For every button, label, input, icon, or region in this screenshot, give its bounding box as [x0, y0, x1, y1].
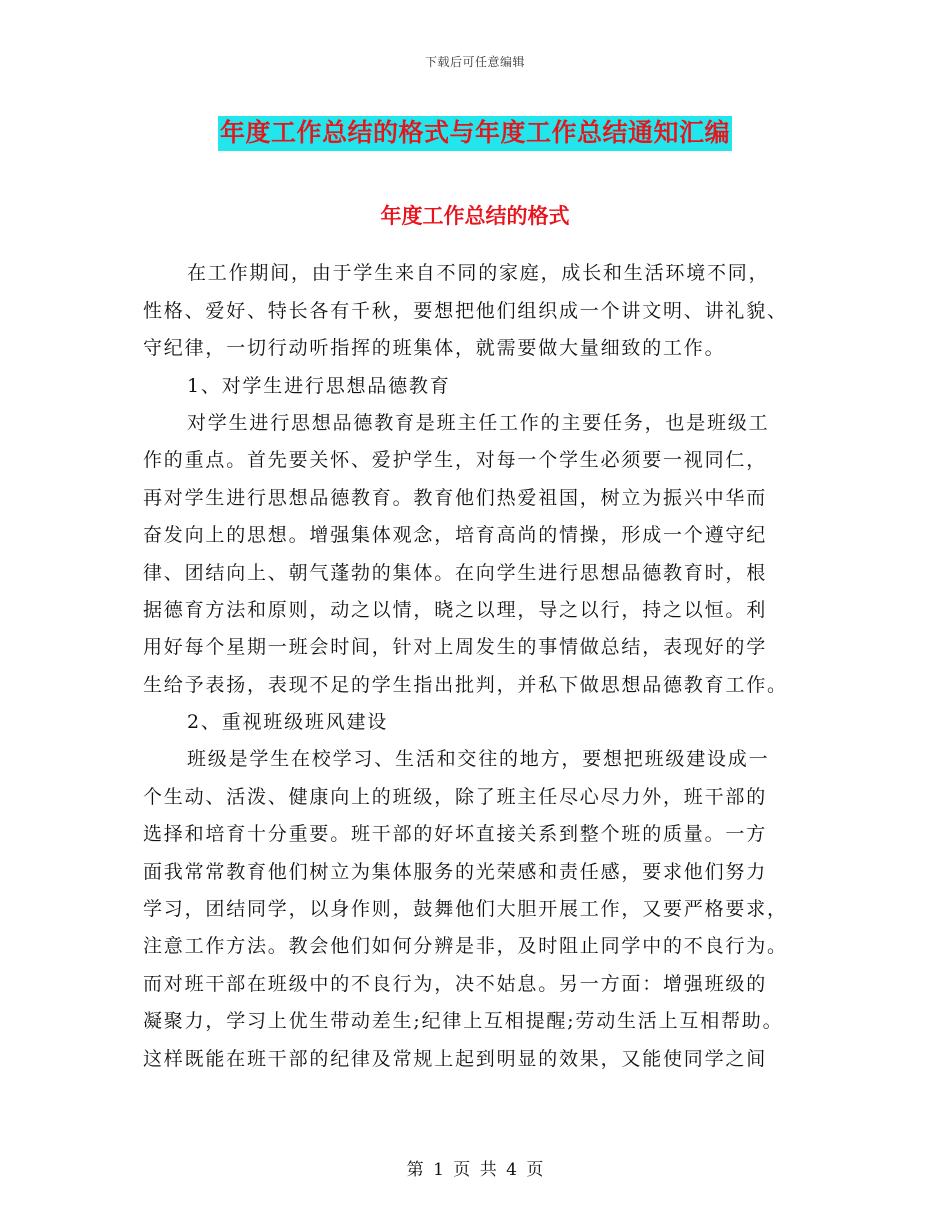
paragraph-line: 作的重点。首先要关怀、爱护学生，对每一个学生必须要一视同仁， — [143, 449, 768, 472]
paragraph-line: 奋发向上的思想。增强集体观念，培育高尚的情操，形成一个遵守纪 — [143, 524, 768, 547]
paragraph-line: 用好每个星期一班会时间，针对上周发生的事情做总结，表现好的学 — [143, 636, 768, 659]
paragraph-line: 对学生进行思想品德教育是班主任工作的主要任务，也是班级工 — [187, 411, 770, 434]
page-header-note: 下载后可任意编辑 — [424, 55, 525, 69]
paragraph-line: 律、团结向上、朝气蓬勃的集体。在向学生进行思想品德教育时，根 — [143, 561, 768, 584]
paragraph-line: 性格、爱好、特长各有千秋，要想把他们组织成一个讲文明、讲礼貌、 — [143, 299, 788, 322]
paragraph-line: 再对学生进行思想品德教育。教育他们热爱祖国，树立为振兴中华而 — [143, 486, 768, 509]
paragraph-line: 注意工作方法。教会他们如何分辨是非，及时阻止同学中的不良行为。 — [143, 935, 788, 958]
paragraph-line: 个生动、活泼、健康向上的班级，除了班主任尽心尽力外，班干部的 — [143, 785, 768, 808]
page-number-footer: 第 1 页 共 4 页 — [406, 1160, 544, 1180]
paragraph-line: 面我常常教育他们树立为集体服务的光荣感和责任感，要求他们努力 — [143, 860, 768, 883]
paragraph-line: 在工作期间，由于学生来自不同的家庭，成长和生活环境不同， — [187, 262, 770, 285]
paragraph-line: 凝聚力，学习上优生带动差生;纪律上互相提醒;劳动生活上互相帮助。 — [143, 1010, 784, 1033]
document-title-text: 年度工作总结的格式与年度工作总结通知汇编 — [218, 116, 732, 151]
paragraph-line: 选择和培育十分重要。班干部的好坏直接关系到整个班的质量。一方 — [143, 823, 768, 846]
paragraph-line: 而对班干部在班级中的不良行为，决不姑息。另一方面：增强班级的 — [143, 972, 768, 995]
paragraph-line: 生给予表扬，表现不足的学生指出批判，并私下做思想品德教育工作。 — [143, 673, 788, 696]
paragraph-line: 学习，团结同学，以身作则，鼓舞他们大胆开展工作，又要严格要求， — [143, 898, 788, 921]
body-text — [143, 218, 811, 1078]
section-title: 年度工作总结的格式 — [380, 204, 570, 228]
subheading-1: 1、对学生进行思想品德教育 — [187, 374, 451, 397]
document-title — [0, 113, 950, 149]
paragraph-line: 这样既能在班干部的纪律及常规上起到明显的效果，又能使同学之间 — [143, 1047, 768, 1070]
paragraph-line: 据德育方法和原则，动之以情，晓之以理，导之以行，持之以恒。利 — [143, 598, 768, 621]
paragraph-line: 守纪律，一切行动听指挥的班集体，就需要做大量细致的工作。 — [143, 337, 726, 360]
paragraph-line: 班级是学生在校学习、生活和交往的地方，要想把班级建设成一 — [187, 748, 770, 771]
subheading-2: 2、重视班级班风建设 — [187, 711, 389, 734]
spacer-line — [143, 218, 811, 255]
